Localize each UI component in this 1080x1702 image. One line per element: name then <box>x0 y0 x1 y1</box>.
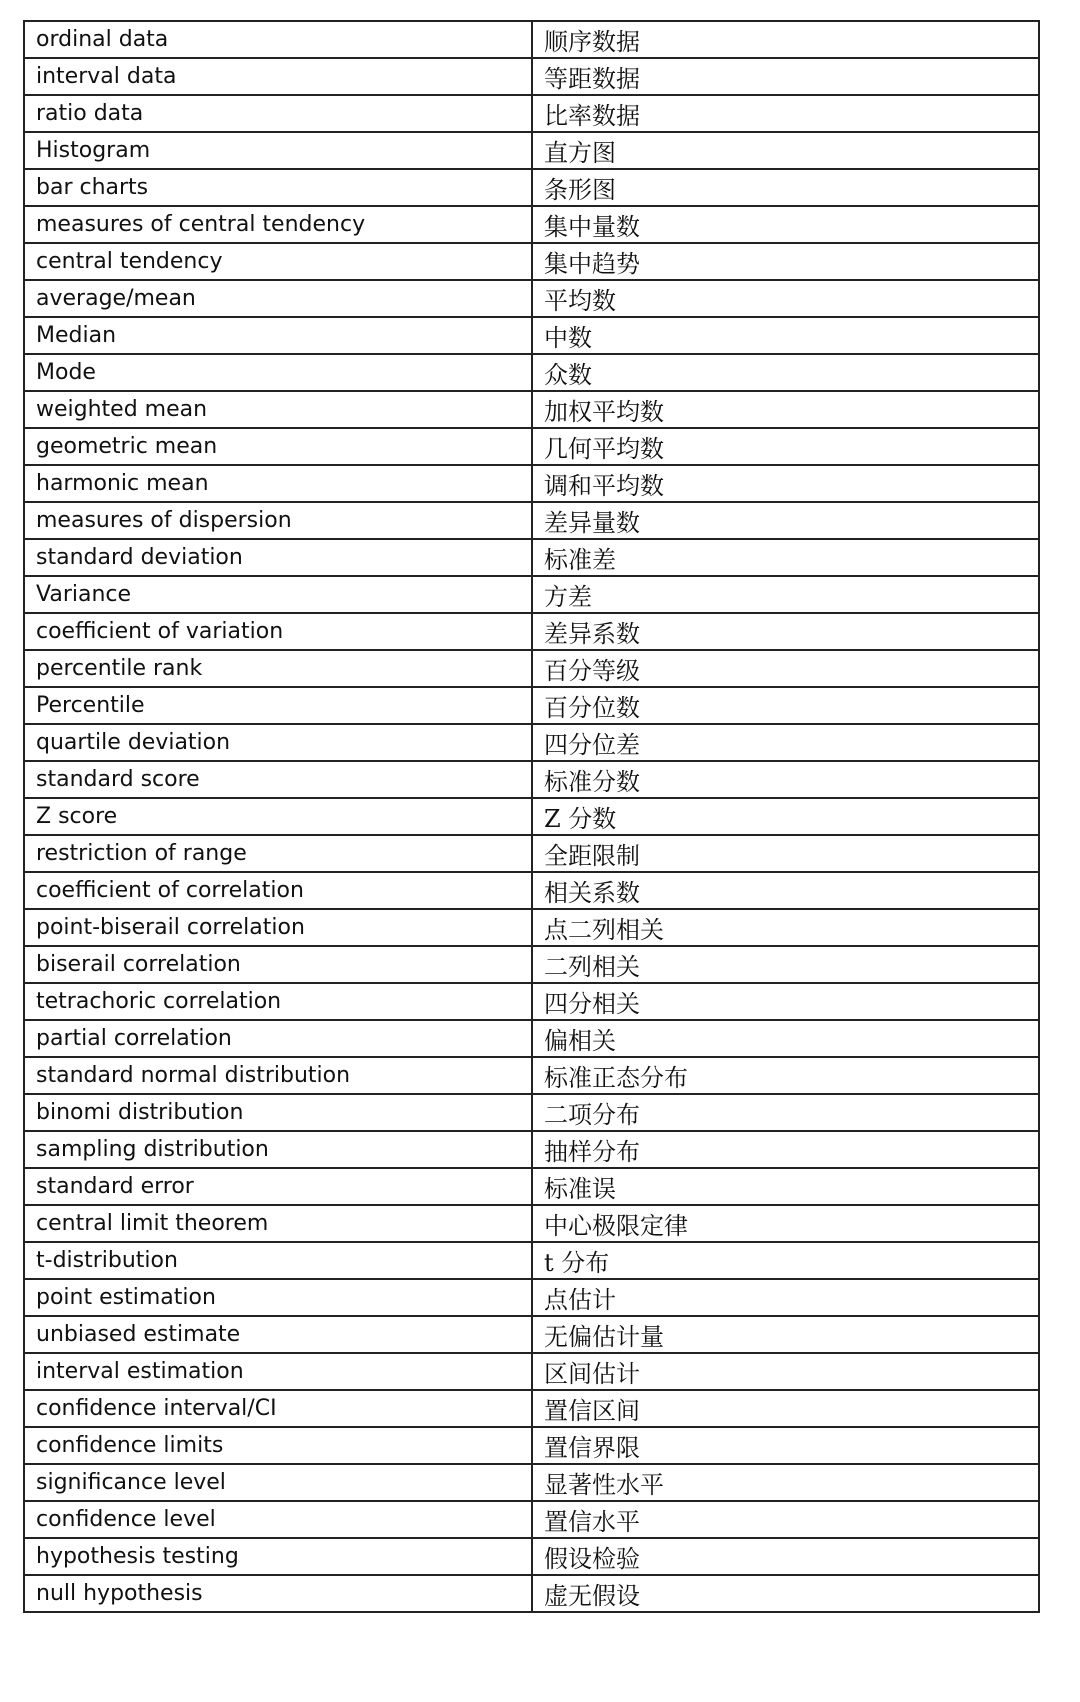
english-term-cell: percentile rank <box>24 650 532 687</box>
glossary-table <box>23 20 1040 1613</box>
table-row <box>24 1279 1039 1316</box>
table-row <box>24 280 1039 317</box>
table-row <box>24 613 1039 650</box>
english-term-cell: quartile deviation <box>24 724 532 761</box>
chinese-term-cell: 标准分数 <box>532 761 1039 798</box>
chinese-term-cell: 置信界限 <box>532 1427 1039 1464</box>
table-row <box>24 539 1039 576</box>
english-term-cell: coefficient of variation <box>24 613 532 650</box>
english-term-cell: confidence limits <box>24 1427 532 1464</box>
chinese-term-cell: 顺序数据 <box>532 21 1039 58</box>
table-row <box>24 1316 1039 1353</box>
table-row <box>24 465 1039 502</box>
english-term-cell: harmonic mean <box>24 465 532 502</box>
chinese-term-cell: 集中量数 <box>532 206 1039 243</box>
chinese-term-cell: 假设检验 <box>532 1538 1039 1575</box>
chinese-term-cell: 调和平均数 <box>532 465 1039 502</box>
chinese-term-cell: 中心极限定律 <box>532 1205 1039 1242</box>
chinese-term-cell: 显著性水平 <box>532 1464 1039 1501</box>
chinese-term-cell: 集中趋势 <box>532 243 1039 280</box>
table-row <box>24 1168 1039 1205</box>
table-row <box>24 317 1039 354</box>
chinese-term-cell: 众数 <box>532 354 1039 391</box>
chinese-term-cell: 标准正态分布 <box>532 1057 1039 1094</box>
table-row <box>24 576 1039 613</box>
english-term-cell: Histogram <box>24 132 532 169</box>
table-row <box>24 909 1039 946</box>
table-row <box>24 687 1039 724</box>
chinese-term-cell: 百分等级 <box>532 650 1039 687</box>
table-row <box>24 1427 1039 1464</box>
english-term-cell: unbiased estimate <box>24 1316 532 1353</box>
glossary-table-body <box>24 21 1039 1612</box>
table-row <box>24 835 1039 872</box>
english-term-cell: significance level <box>24 1464 532 1501</box>
english-term-cell: standard deviation <box>24 539 532 576</box>
table-row <box>24 761 1039 798</box>
table-row <box>24 21 1039 58</box>
table-row <box>24 58 1039 95</box>
table-row <box>24 1094 1039 1131</box>
chinese-term-cell: 点估计 <box>532 1279 1039 1316</box>
chinese-term-cell: Z 分数 <box>532 798 1039 835</box>
chinese-term-cell: 相关系数 <box>532 872 1039 909</box>
english-term-cell: weighted mean <box>24 391 532 428</box>
english-term-cell: coefficient of correlation <box>24 872 532 909</box>
chinese-term-cell: 差异量数 <box>532 502 1039 539</box>
table-row <box>24 1538 1039 1575</box>
english-term-cell: measures of dispersion <box>24 502 532 539</box>
english-term-cell: Median <box>24 317 532 354</box>
english-term-cell: interval data <box>24 58 532 95</box>
english-term-cell: null hypothesis <box>24 1575 532 1612</box>
english-term-cell: confidence level <box>24 1501 532 1538</box>
table-row <box>24 354 1039 391</box>
english-term-cell: hypothesis testing <box>24 1538 532 1575</box>
english-term-cell: restriction of range <box>24 835 532 872</box>
chinese-term-cell: 百分位数 <box>532 687 1039 724</box>
chinese-term-cell: 加权平均数 <box>532 391 1039 428</box>
english-term-cell: Mode <box>24 354 532 391</box>
english-term-cell: partial correlation <box>24 1020 532 1057</box>
table-row <box>24 132 1039 169</box>
chinese-term-cell: 条形图 <box>532 169 1039 206</box>
english-term-cell: geometric mean <box>24 428 532 465</box>
table-row <box>24 428 1039 465</box>
table-row <box>24 650 1039 687</box>
table-row <box>24 983 1039 1020</box>
english-term-cell: central limit theorem <box>24 1205 532 1242</box>
chinese-term-cell: 抽样分布 <box>532 1131 1039 1168</box>
english-term-cell: central tendency <box>24 243 532 280</box>
english-term-cell: average/mean <box>24 280 532 317</box>
chinese-term-cell: 几何平均数 <box>532 428 1039 465</box>
chinese-term-cell: 标准误 <box>532 1168 1039 1205</box>
table-row <box>24 798 1039 835</box>
table-row <box>24 206 1039 243</box>
chinese-term-cell: 偏相关 <box>532 1020 1039 1057</box>
chinese-term-cell: 等距数据 <box>532 58 1039 95</box>
english-term-cell: point estimation <box>24 1279 532 1316</box>
english-term-cell: tetrachoric correlation <box>24 983 532 1020</box>
english-term-cell: sampling distribution <box>24 1131 532 1168</box>
chinese-term-cell: 四分相关 <box>532 983 1039 1020</box>
english-term-cell: confidence interval/CI <box>24 1390 532 1427</box>
english-term-cell: standard score <box>24 761 532 798</box>
table-row <box>24 724 1039 761</box>
table-row <box>24 1464 1039 1501</box>
chinese-term-cell: 无偏估计量 <box>532 1316 1039 1353</box>
english-term-cell: Variance <box>24 576 532 613</box>
chinese-term-cell: 方差 <box>532 576 1039 613</box>
english-term-cell: standard normal distribution <box>24 1057 532 1094</box>
table-row <box>24 1575 1039 1612</box>
table-row <box>24 243 1039 280</box>
english-term-cell: measures of central tendency <box>24 206 532 243</box>
table-row <box>24 502 1039 539</box>
english-term-cell: t-distribution <box>24 1242 532 1279</box>
english-term-cell: binomi distribution <box>24 1094 532 1131</box>
chinese-term-cell: 比率数据 <box>532 95 1039 132</box>
table-row <box>24 1501 1039 1538</box>
chinese-term-cell: 四分位差 <box>532 724 1039 761</box>
table-row <box>24 1131 1039 1168</box>
chinese-term-cell: 区间估计 <box>532 1353 1039 1390</box>
chinese-term-cell: 置信区间 <box>532 1390 1039 1427</box>
chinese-term-cell: 置信水平 <box>532 1501 1039 1538</box>
english-term-cell: point-biserail correlation <box>24 909 532 946</box>
chinese-term-cell: t 分布 <box>532 1242 1039 1279</box>
table-row <box>24 391 1039 428</box>
table-row <box>24 946 1039 983</box>
english-term-cell: ordinal data <box>24 21 532 58</box>
english-term-cell: interval estimation <box>24 1353 532 1390</box>
table-row <box>24 1353 1039 1390</box>
table-row <box>24 1057 1039 1094</box>
table-row <box>24 1242 1039 1279</box>
chinese-term-cell: 二列相关 <box>532 946 1039 983</box>
english-term-cell: standard error <box>24 1168 532 1205</box>
chinese-term-cell: 平均数 <box>532 280 1039 317</box>
table-row <box>24 169 1039 206</box>
table-row <box>24 1205 1039 1242</box>
english-term-cell: bar charts <box>24 169 532 206</box>
chinese-term-cell: 中数 <box>532 317 1039 354</box>
chinese-term-cell: 全距限制 <box>532 835 1039 872</box>
chinese-term-cell: 点二列相关 <box>532 909 1039 946</box>
table-row <box>24 872 1039 909</box>
chinese-term-cell: 差异系数 <box>532 613 1039 650</box>
table-row <box>24 1390 1039 1427</box>
table-row <box>24 95 1039 132</box>
table-row <box>24 1020 1039 1057</box>
chinese-term-cell: 标准差 <box>532 539 1039 576</box>
chinese-term-cell: 虚无假设 <box>532 1575 1039 1612</box>
english-term-cell: Z score <box>24 798 532 835</box>
english-term-cell: Percentile <box>24 687 532 724</box>
english-term-cell: biserail correlation <box>24 946 532 983</box>
english-term-cell: ratio data <box>24 95 532 132</box>
chinese-term-cell: 二项分布 <box>532 1094 1039 1131</box>
chinese-term-cell: 直方图 <box>532 132 1039 169</box>
